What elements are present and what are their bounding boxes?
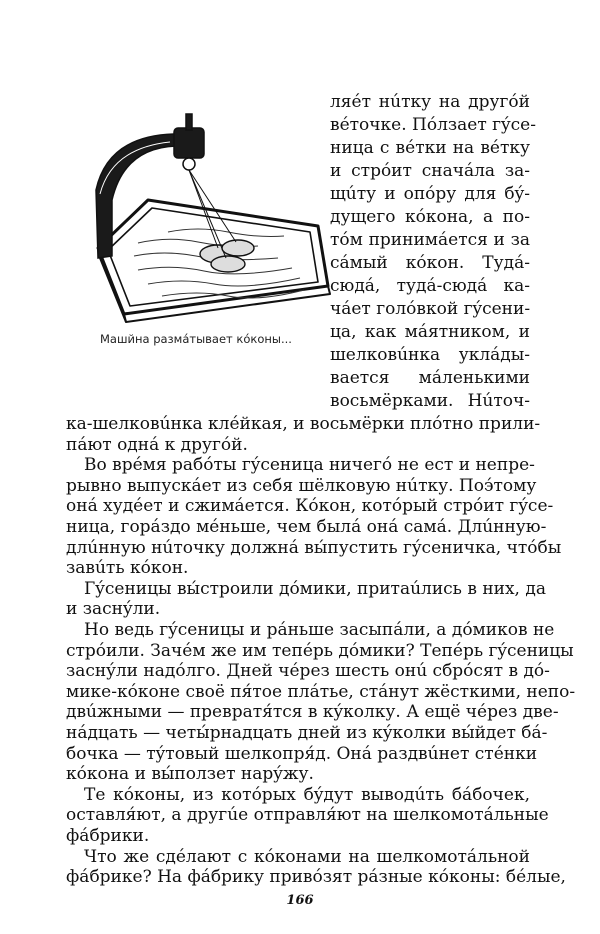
text-line: и стрóит сначáла за-: [330, 161, 530, 181]
page-number: 166: [286, 892, 314, 908]
text-line: фáбрики.: [66, 826, 150, 846]
text-line: ца, как мáятником, и: [330, 322, 530, 342]
text-line: мике-кóконе своё пя́тое плáтье, стáнут жёсткими, непо-: [66, 681, 576, 702]
text-line: сáмый кóкон. Тудá-: [330, 253, 530, 273]
text-line: ляéт нúтку на другóй: [330, 92, 530, 112]
text-line: сюдá, тудá-сюдá ка-: [330, 276, 530, 296]
figure-caption: Машйна размáтывает кóконы...: [100, 332, 292, 346]
text-line: вéточке. Пóлзает гýсе-: [330, 115, 536, 135]
text-line: тóм принимáется и за: [330, 230, 530, 250]
text-line: стрóили. Зачéм же им тепéрь дóмики? Тепéрь гýсеницы: [66, 640, 574, 661]
text-line: ка-шелковúнка клéйкая, и восьмёрки плóтно прили-: [66, 414, 541, 434]
text-line: Гýсеницы вы́строили дóмики, притаúлись в них, да: [84, 578, 546, 599]
text-line: Во врéмя рабóты гýсеница ничегó не ест и непре-: [84, 455, 535, 476]
text-line: нáдцать — четы́рнадцать дней из кýколки вы́йдет бá-: [66, 723, 548, 743]
text-line: ница с вéтки на вéтку: [330, 138, 530, 158]
text-line: заснýли надóлго. Дней чéрез шесть онú сбрóсят в дó-: [66, 661, 550, 682]
text-line: фáбрике? На фáбрику привóзят рáзные кóконы: бéлые,: [66, 867, 566, 888]
text-line: шелковúнка уклáды-: [330, 345, 530, 365]
text-line: чáет голóвкой гýсени-: [330, 299, 531, 319]
text-line: онá худéет и сжимáется. Кóкон, котóрый стрóит гýсе-: [66, 496, 554, 517]
silk-reeling-machine-illustration: [78, 108, 340, 328]
text-line: щúту и опóру для бý-: [330, 184, 530, 204]
text-line: дущего кóкона, а по-: [330, 207, 530, 227]
text-line: восьмёрками. Нúточ-: [330, 391, 530, 411]
text-line: двúжными — превратя́тся в кýколку. А ещё чéрез две-: [66, 702, 559, 723]
text-line: завúть кóкон.: [66, 558, 189, 579]
text-line: ница, горáздо мéньше, чем былá онá самá. Длúнную-: [66, 517, 547, 537]
text-line: Те кóконы, из котóрых бýдут выводúть бáбочек,: [84, 784, 530, 805]
text-line: пáют однá к другóй.: [66, 434, 248, 455]
text-line: бочка — тýтовый шелкопря́д. Онá раздвúнет стéнки: [66, 743, 538, 764]
text-line: Что же сдéлают с кóконами на шелкомотáльной: [84, 846, 530, 867]
text-line: и заснýли.: [66, 599, 161, 620]
text-line: кóкона и вы́ползет нарýжу.: [66, 764, 314, 785]
text-line: рывно выпускáет из себя шёлковую нúтку. Поэ́тому: [66, 475, 537, 496]
text-line: Но ведь гýсеницы и рáньше засыпáли, а дóмиков не: [84, 620, 555, 640]
text-line: вается мáленькими: [330, 368, 530, 388]
text-line: длúнную нúточку должнá вы́пустить гýсеничка, чтóбы: [66, 537, 562, 558]
text-line: оставля́ют, а другúе отправля́ют на шелкомотáльные: [66, 805, 549, 826]
